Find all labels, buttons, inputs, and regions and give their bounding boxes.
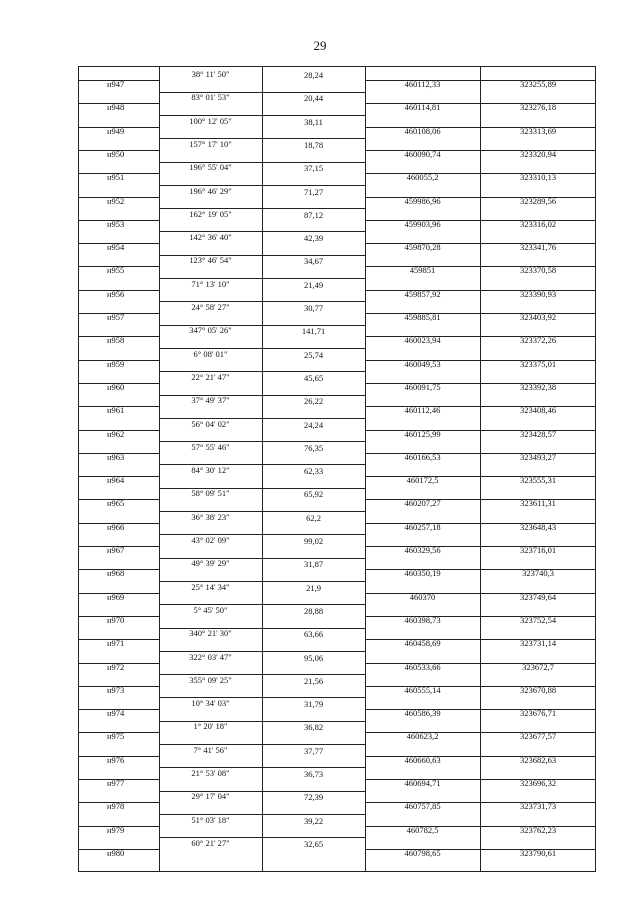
segment-length: 71,27 (303, 186, 324, 197)
point-name: н978 (107, 801, 125, 812)
point-name: н962 (107, 428, 125, 439)
x-coordinate: 459885,81 (404, 312, 441, 322)
x-coordinate: 460172,5 (406, 475, 439, 486)
x-coordinate: 460108,06 (404, 125, 441, 136)
point-name: н968 (107, 568, 125, 579)
x-coordinate: 459903,96 (404, 218, 441, 229)
segment-length: 36,73 (303, 769, 324, 779)
y-coordinate: 323790,61 (519, 847, 557, 858)
point-name: н971 (107, 638, 125, 649)
y-coordinate: 323390,93 (519, 288, 557, 299)
point-name: н953 (107, 218, 125, 229)
x-coordinate: 460055,2 (406, 172, 439, 183)
direction-angle: 157° 17' 10" (189, 138, 232, 149)
coordinates-table (78, 66, 596, 872)
direction-angle: 49° 39' 29" (191, 558, 230, 569)
column-divider (480, 67, 481, 871)
point-name: н960 (107, 381, 125, 392)
y-coordinate: 323749,64 (519, 591, 557, 602)
x-coordinate: 460257,18 (404, 521, 441, 532)
segment-length: 18,78 (303, 139, 324, 150)
y-coordinate: 323672,7 (522, 661, 554, 672)
y-coordinate: 323276,18 (519, 102, 557, 113)
x-coordinate: 459986,96 (404, 195, 441, 206)
y-coordinate: 323370,58 (519, 265, 557, 276)
direction-angle: 71° 13' 10" (191, 278, 230, 289)
segment-length: 31,87 (303, 559, 324, 570)
direction-angle: 29° 17' 04" (191, 791, 230, 802)
x-coordinate: 460166,53 (404, 451, 441, 462)
x-coordinate: 459870,28 (404, 242, 441, 253)
direction-angle: 57° 55' 46" (191, 441, 230, 452)
point-name: н956 (107, 288, 125, 299)
segment-length: 25,74 (303, 349, 324, 360)
direction-angle: 22° 21' 47" (191, 371, 230, 382)
x-coordinate: 460798,65 (404, 847, 441, 858)
point-name: н977 (107, 778, 125, 788)
y-coordinate: 323392,38 (519, 381, 557, 392)
x-coordinate: 460090,74 (404, 148, 441, 159)
x-coordinate: 460207,27 (404, 498, 441, 509)
x-coordinate: 460112,46 (404, 405, 441, 416)
y-coordinate: 323670,88 (519, 684, 557, 695)
direction-angle: 84° 30' 12" (191, 465, 230, 476)
y-coordinate: 323731,14 (519, 638, 557, 649)
direction-angle: 10° 34' 03" (191, 698, 230, 709)
segment-length: 76,35 (303, 442, 324, 453)
x-coordinate: 460782,5 (406, 824, 439, 835)
y-coordinate: 323316,02 (519, 218, 557, 229)
point-name: н974 (107, 708, 125, 719)
segment-length: 141,71 (301, 326, 326, 337)
segment-length: 87,12 (303, 209, 324, 220)
point-name: н955 (107, 265, 125, 276)
direction-angle: 37° 49' 37" (191, 395, 230, 406)
point-name: н947 (107, 79, 125, 89)
x-coordinate: 460623,2 (406, 731, 439, 742)
segment-length: 99,02 (303, 536, 324, 546)
point-name: н967 (107, 545, 125, 555)
direction-angle: 25° 14' 34" (191, 581, 230, 592)
direction-angle: 43° 02' 09" (191, 535, 230, 545)
x-coordinate: 460049,53 (404, 358, 441, 369)
direction-angle: 123° 46' 54" (189, 255, 232, 266)
y-coordinate: 323752,54 (519, 614, 557, 625)
direction-angle: 100° 12' 05" (189, 115, 232, 126)
point-name: н948 (107, 102, 125, 113)
segment-length: 21,49 (303, 279, 324, 290)
y-coordinate: 323682,63 (519, 754, 557, 765)
x-coordinate: 460023,94 (404, 335, 441, 346)
x-coordinate: 460533,66 (404, 661, 441, 672)
segment-length: 39,22 (303, 815, 324, 826)
y-coordinate: 323255,89 (519, 79, 557, 89)
direction-angle: 1° 20' 18" (193, 721, 228, 732)
segment-length: 34,67 (303, 256, 324, 267)
x-coordinate: 460125,99 (404, 428, 441, 439)
point-name: н961 (107, 405, 125, 416)
column-divider (365, 67, 366, 871)
y-coordinate: 323310,13 (519, 172, 557, 183)
x-coordinate: 459857,92 (404, 288, 441, 299)
direction-angle: 38° 11' 50" (191, 69, 230, 79)
segment-length: 95,06 (303, 652, 324, 663)
x-coordinate: 460112,33 (404, 79, 441, 89)
point-name: н972 (107, 661, 125, 672)
y-coordinate: 323408,46 (519, 405, 557, 416)
segment-length: 62,2 (306, 512, 321, 523)
segment-length: 62,33 (303, 466, 324, 477)
y-coordinate: 323493,27 (519, 451, 557, 462)
direction-angle: 355° 09' 25" (189, 674, 232, 685)
segment-length: 42,39 (303, 233, 324, 244)
segment-length: 63,66 (303, 629, 324, 640)
y-coordinate: 323716,01 (519, 545, 557, 555)
segment-length: 28,24 (303, 70, 324, 80)
y-coordinate: 323676,71 (519, 708, 557, 719)
point-name: н951 (107, 172, 125, 183)
segment-length: 45,65 (303, 372, 324, 383)
y-coordinate: 323313,69 (519, 125, 557, 136)
y-coordinate: 323762,23 (519, 824, 557, 835)
y-coordinate: 323611,31 (520, 498, 556, 509)
segment-length: 20,44 (303, 93, 324, 104)
x-coordinate: 460091,75 (404, 381, 441, 392)
point-name: н959 (107, 358, 125, 369)
direction-angle: 7° 41' 56" (193, 744, 228, 755)
direction-angle: 83° 01' 53" (191, 92, 230, 103)
point-name: н969 (107, 591, 125, 602)
direction-angle: 24° 58' 27" (191, 302, 230, 312)
x-coordinate: 460586,39 (404, 708, 441, 719)
x-coordinate: 460114,81 (404, 102, 441, 113)
y-coordinate: 323648,43 (519, 521, 557, 532)
x-coordinate: 459851 (409, 265, 436, 276)
segment-length: 32,65 (303, 838, 324, 849)
direction-angle: 58° 09' 51" (191, 488, 230, 499)
page-number: 29 (313, 38, 327, 53)
point-name: н958 (107, 335, 125, 346)
y-coordinate: 323403,92 (519, 312, 557, 322)
x-coordinate: 460757,85 (404, 801, 441, 812)
x-coordinate: 460329,56 (404, 545, 441, 555)
point-name: н976 (107, 754, 125, 765)
point-name: н949 (107, 125, 125, 136)
y-coordinate: 323341,76 (519, 242, 557, 253)
segment-length: 21,56 (303, 675, 324, 686)
point-name: н952 (107, 195, 125, 206)
segment-length: 65,92 (303, 489, 324, 500)
direction-angle: 56° 04' 02" (191, 418, 230, 429)
point-name: н970 (107, 614, 125, 625)
x-coordinate: 460398,73 (404, 614, 441, 625)
direction-angle: 60° 21' 27" (191, 837, 230, 848)
point-name: н980 (107, 847, 125, 858)
y-coordinate: 323375,01 (519, 358, 557, 369)
segment-length: 28,88 (303, 605, 324, 616)
y-coordinate: 323555,31 (519, 475, 557, 486)
x-coordinate: 460555,14 (404, 684, 441, 695)
y-coordinate: 323696,32 (519, 778, 557, 788)
y-coordinate: 323731,73 (519, 801, 557, 812)
direction-angle: 196° 46' 29" (189, 185, 232, 196)
point-name: н973 (107, 684, 125, 695)
direction-angle: 51° 03' 18" (191, 814, 230, 825)
point-name: н966 (107, 521, 125, 532)
direction-angle: 196° 55' 04" (189, 162, 232, 173)
segment-length: 72,39 (303, 792, 324, 803)
point-name: н979 (107, 824, 125, 835)
segment-length: 24,24 (303, 419, 324, 430)
point-name: н964 (107, 475, 125, 486)
point-name: н963 (107, 451, 125, 462)
y-coordinate: 323289,56 (519, 195, 557, 206)
point-name: н957 (107, 312, 125, 322)
y-coordinate: 323677,57 (519, 731, 557, 742)
point-name: н965 (107, 498, 125, 509)
segment-length: 30,77 (303, 303, 324, 313)
segment-length: 36,82 (303, 722, 324, 733)
segment-length: 26,22 (303, 396, 324, 407)
segment-length: 38,11 (304, 116, 323, 127)
point-name: н975 (107, 731, 125, 742)
direction-angle: 5° 45' 50" (193, 604, 228, 615)
y-coordinate: 323372,26 (519, 335, 557, 346)
point-name: н950 (107, 148, 125, 159)
direction-angle: 36° 38' 23" (191, 511, 230, 522)
direction-angle: 21° 53' 08" (191, 768, 230, 778)
segment-length: 31,79 (303, 699, 324, 710)
direction-angle: 340° 21' 30" (189, 628, 232, 639)
x-coordinate: 460370 (409, 591, 436, 602)
direction-angle: 162° 19' 05" (189, 208, 232, 219)
segment-length: 37,15 (303, 163, 324, 174)
y-coordinate: 323320,94 (519, 148, 557, 159)
direction-angle: 347° 05' 26" (189, 325, 232, 336)
x-coordinate: 460660,63 (404, 754, 441, 765)
direction-angle: 6° 08' 01" (193, 348, 228, 359)
y-coordinate: 323428,57 (519, 428, 557, 439)
direction-angle: 142° 36' 40" (189, 232, 232, 243)
y-coordinate: 323740,3 (522, 568, 554, 579)
x-coordinate: 460458,69 (404, 638, 441, 649)
x-coordinate: 460350,19 (404, 568, 441, 579)
segment-length: 21,9 (306, 582, 321, 593)
segment-length: 37,77 (303, 745, 324, 756)
x-coordinate: 460694,71 (404, 778, 441, 788)
direction-angle: 322° 03' 47" (189, 651, 232, 662)
point-name: н954 (107, 242, 125, 253)
